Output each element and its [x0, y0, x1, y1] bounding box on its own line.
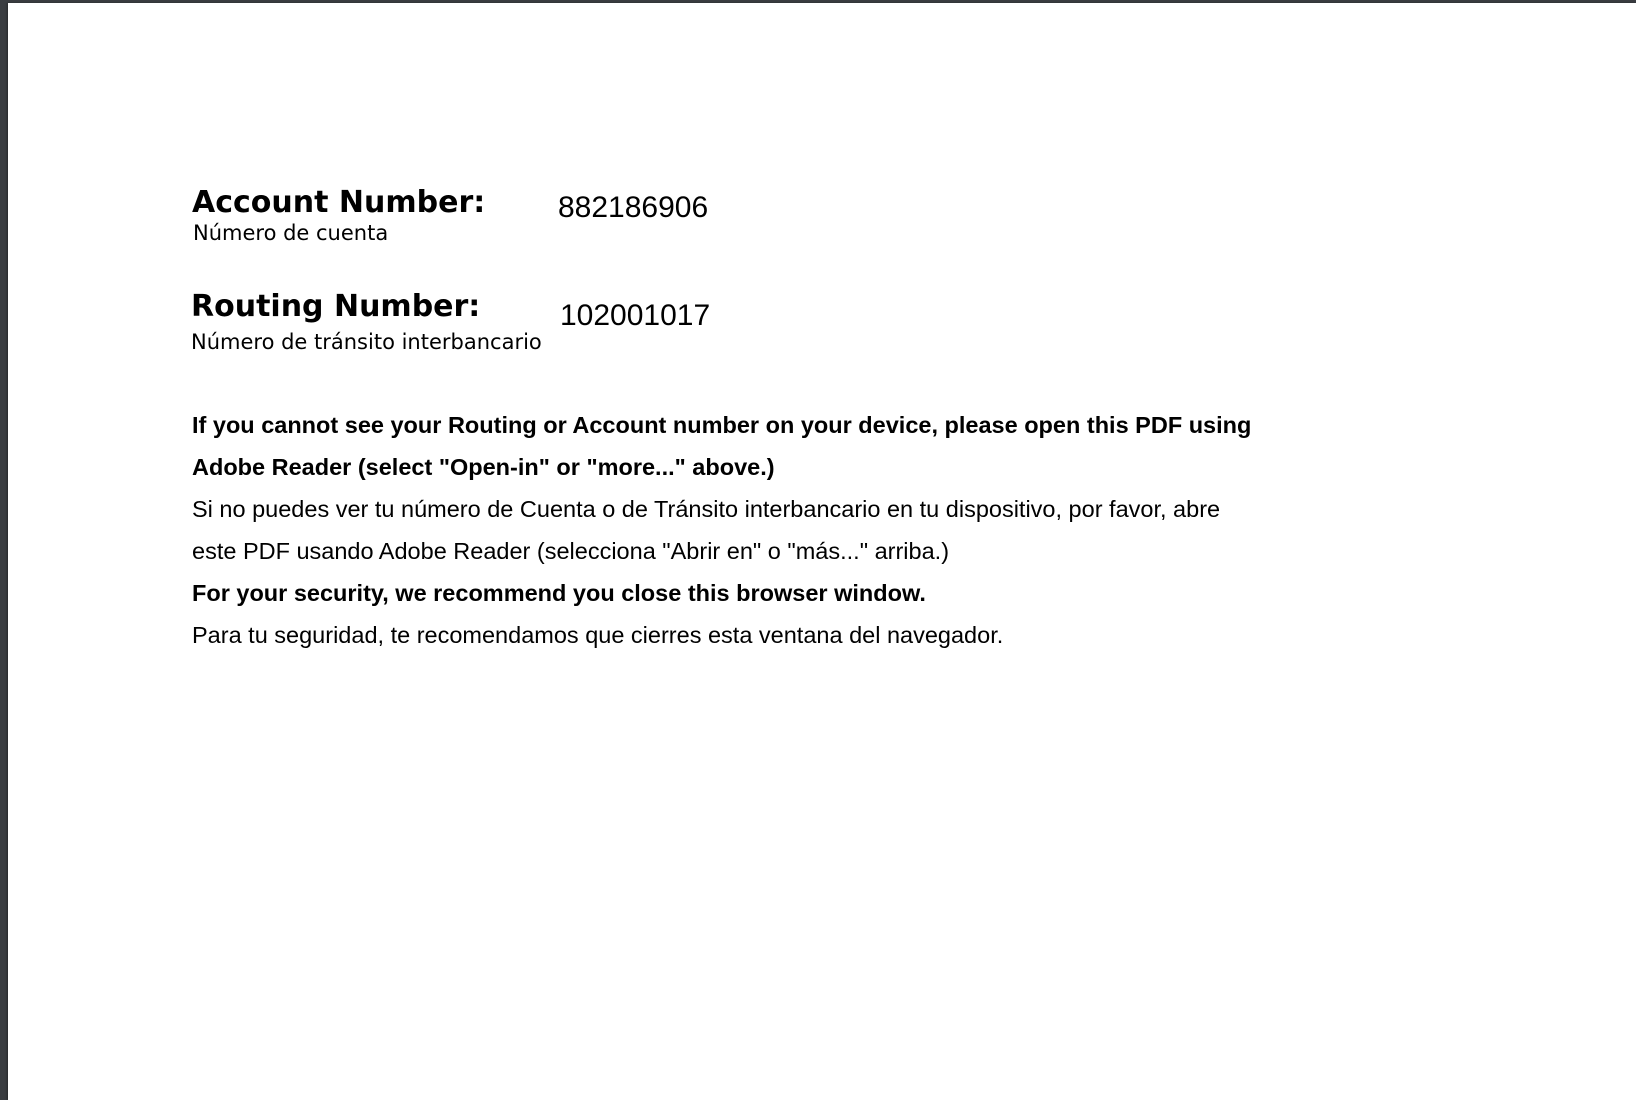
routing-number-label: Routing Number:: [191, 289, 481, 324]
routing-number-value: 102001017: [560, 299, 711, 332]
instruction-es-line-1: Si no puedes ver tu número de Cuenta o de Tránsito interbancario en tu dispositivo, por favor, abre: [192, 496, 1221, 522]
account-number-value: 882186906: [558, 191, 709, 224]
instructions-block: [192, 404, 1332, 656]
security-notice-en: For your security, we recommend you close this browser window.: [192, 580, 926, 606]
account-number-label: Account Number:: [192, 185, 486, 220]
pdf-page: [8, 3, 1636, 1100]
instruction-es-line-2: este PDF usando Adobe Reader (selecciona "Abrir en" o "más..." arriba.): [192, 538, 950, 564]
instruction-en-line-1: If you cannot see your Routing or Account number on your device, please open this PDF using: [192, 412, 1252, 438]
account-number-label-es: Número de cuenta: [193, 221, 389, 245]
routing-number-label-es: Número de tránsito interbancario: [191, 330, 542, 354]
instruction-en-line-2: Adobe Reader (select "Open-in" or "more..." above.): [192, 454, 775, 480]
security-notice-es: Para tu seguridad, te recomendamos que cierres esta ventana del navegador.: [192, 622, 1004, 648]
